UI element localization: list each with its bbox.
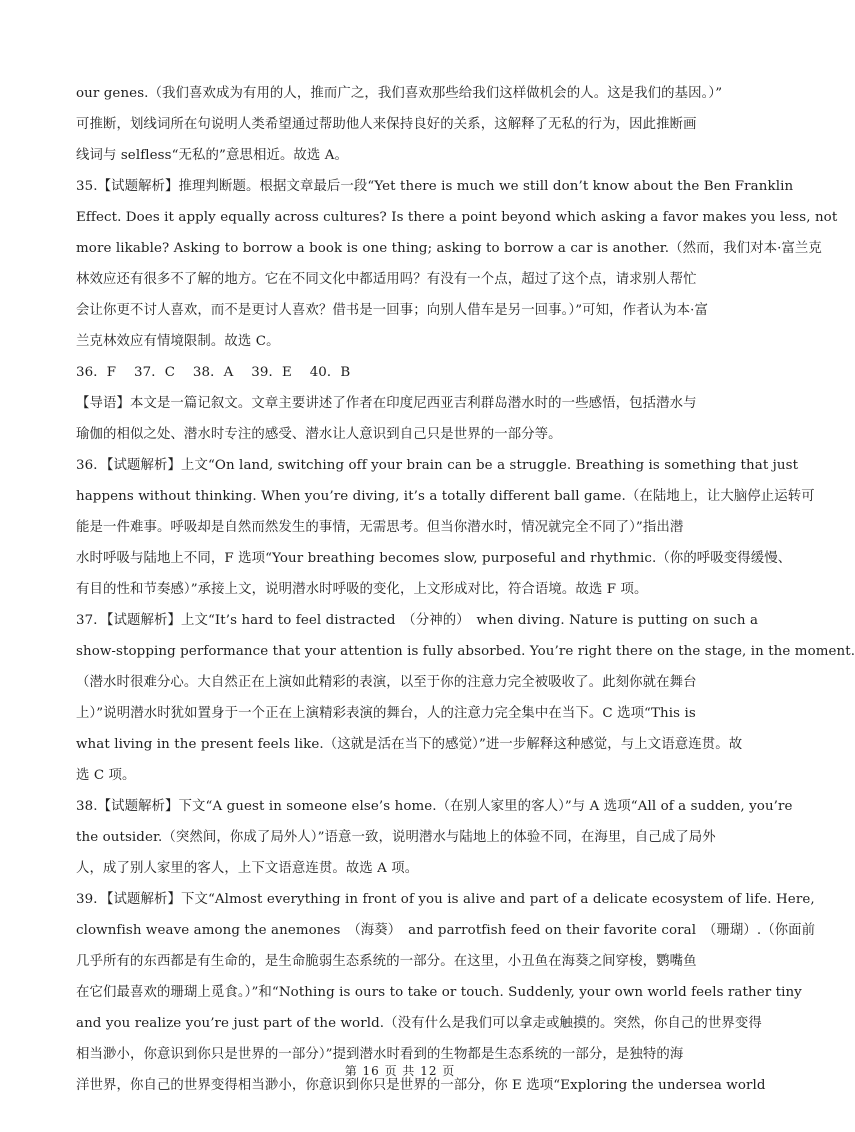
page-number: 第 16 页 共 12 页 (344, 1064, 456, 1078)
text-line: our genes.（我们喜欢成为有用的人，推而广之，我们喜欢那些给我们这样做机会的人。这是我们的基因。）” (76, 86, 723, 101)
text-line: 人，成了别人家里的客人，上下文语意连贯。故选 A 项。 (76, 861, 419, 876)
text-line: 36．【试题解析】上文“On land, switching off your brain can be a struggle. Breathing is something that just (76, 458, 799, 473)
text-line: 选 C 项。 (76, 768, 136, 783)
text-line: 相当渺小，你意识到你只是世界的一部分）”提到潜水时看到的生物都是生态系统的一部分，是独特的海 (76, 1047, 684, 1062)
text-line: （潜水时很难分心。大自然正在上演如此精彩的表演，以至于你的注意力完全被吸收了。此刻你就在舞台 (76, 675, 697, 690)
text-line: 在它们最喜欢的珊瑚上觅食。）”和“Nothing is ours to take or touch. Suddenly, your own world feels rather tiny (76, 985, 802, 1000)
text-line: 几乎所有的东西都是有生命的，是生命脆弱生态系统的一部分。在这里，小丑鱼在海葵之间穿梭，鹦嘴鱼 (76, 954, 697, 969)
text-line: 线词与 selfless“无私的”意思相近。故选 A。 (76, 148, 349, 163)
text-line: more likable? Asking to borrow a book is one thing; asking to borrow a car is another.（然而，我们对本·富兰克 (76, 241, 822, 256)
answer-explanation-text (76, 78, 855, 1101)
text-line: 洋世界，你自己的世界变得相当渺小，你意识到你只是世界的一部分，你 E 选项“Exploring the undersea world (76, 1078, 766, 1093)
text-line: 37．【试题解析】上文“It’s hard to feel distracted （分神的） when diving. Nature is putting on such a (76, 613, 759, 628)
text-line: 【导语】本文是一篇记叙文。文章主要讲述了作者在印度尼西亚吉利群岛潜水时的一些感悟，包括潜水与 (76, 396, 697, 411)
text-line: 可推断，划线词所在句说明人类希望通过帮助他人来保持良好的关系，这解释了无私的行为，因此推断画 (76, 117, 697, 132)
text-line: 有目的性和节奏感）”承接上文，说明潜水时呼吸的变化，上文形成对比，符合语境。故选 F 项。 (76, 582, 648, 597)
text-line: 上）”说明潜水时犹如置身于一个正在上演精彩表演的舞台，人的注意力完全集中在当下。C 选项“This is (76, 706, 696, 721)
text-line: 会让你更不讨人喜欢，而不是更讨人喜欢？借书是一回事；向别人借车是另一回事。）”可知，作者认为本·富 (76, 303, 708, 318)
text-line: clownfish weave among the anemones （海葵） and parrotfish feed on their favorite coral （珊瑚）.（你面前 (76, 923, 816, 938)
text-line: 瑜伽的相似之处、潜水时专注的感受、潜水让人意识到自己只是世界的一部分等。 (76, 427, 562, 442)
text-line: 36．F 37．C 38．A 39．E 40．B (76, 365, 351, 380)
text-line: what living in the present feels like.（这就是活在当下的感觉）”进一步解释这种感觉，与上文语意连贯。故 (76, 737, 743, 752)
text-line: 林效应还有很多不了解的地方。它在不同文化中都适用吗？有没有一个点，超过了这个点，请求别人帮忙 (76, 272, 697, 287)
text-line: and you realize you’re just part of the world.（没有什么是我们可以拿走或触摸的。突然，你自己的世界变得 (76, 1016, 762, 1031)
text-line: show-stopping performance that your attention is fully absorbed. You’re right there on the stage, in the moment. (76, 644, 855, 659)
text-line: 35.【试题解析】推理判断题。根据文章最后一段“Yet there is much we still don’t know about the Ben Franklin (76, 179, 794, 194)
text-line: the outsider.（突然间，你成了局外人）”语意一致，说明潜水与陆地上的体验不同，在海里，自己成了局外 (76, 830, 716, 845)
text-line: happens without thinking. When you’re diving, it’s a totally different ball game.（在陆地上，让大脑停止运转可 (76, 489, 815, 504)
text-line: 能是一件难事。呼吸却是自然而然发生的事情，无需思考。但当你潜水时，情况就完全不同了）”指出潜 (76, 520, 684, 535)
text-line: 38.【试题解析】下文“A guest in someone else’s home.（在别人家里的客人）”与 A 选项“All of a sudden, you’re (76, 799, 793, 814)
text-line: Effect. Does it apply equally across cultures? Is there a point beyond which asking a favor makes you less, not (76, 210, 838, 225)
text-line: 水时呼吸与陆地上不同，F 选项“Your breathing becomes slow, purposeful and rhythmic.（你的呼吸变得缓慢、 (76, 551, 792, 566)
text-line: 兰克林效应有情境限制。故选 C。 (76, 334, 280, 349)
text-line: 39．【试题解析】下文“Almost everything in front of you is alive and part of a delicate ecosystem of life. Here, (76, 892, 815, 907)
